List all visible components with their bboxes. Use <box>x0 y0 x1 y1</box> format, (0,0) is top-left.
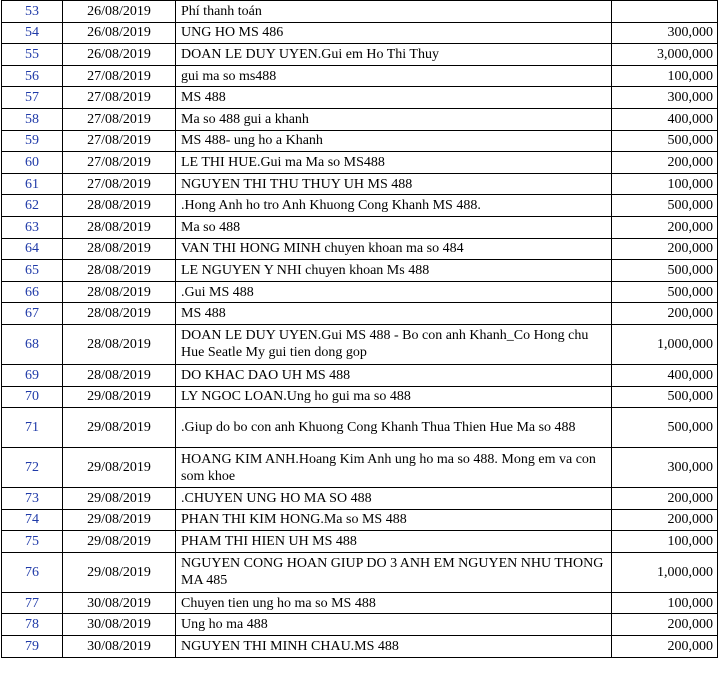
table-row <box>2 324 718 364</box>
row-number: 55 <box>2 44 63 66</box>
row-number: 58 <box>2 108 63 130</box>
table-row <box>2 552 718 592</box>
row-amount: 3,000,000 <box>612 44 718 66</box>
row-description: .Hong Anh ho tro Anh Khuong Cong Khanh MS 488. <box>176 195 612 217</box>
table-row <box>2 22 718 44</box>
row-date: 28/08/2019 <box>63 195 176 217</box>
row-description: Phí thanh toán <box>176 1 612 23</box>
row-number: 78 <box>2 614 63 636</box>
row-number: 65 <box>2 260 63 282</box>
row-number: 57 <box>2 87 63 109</box>
row-number: 76 <box>2 552 63 592</box>
row-number: 63 <box>2 216 63 238</box>
row-amount: 500,000 <box>612 408 718 448</box>
row-description: gui ma so ms488 <box>176 65 612 87</box>
table-row <box>2 448 718 488</box>
donation-table <box>1 0 718 658</box>
table-row <box>2 386 718 408</box>
row-number: 71 <box>2 408 63 448</box>
row-description: LE NGUYEN Y NHI chuyen khoan Ms 488 <box>176 260 612 282</box>
row-description: NGUYEN THI THU THUY UH MS 488 <box>176 173 612 195</box>
row-number: 70 <box>2 386 63 408</box>
row-number: 72 <box>2 448 63 488</box>
row-date: 29/08/2019 <box>63 552 176 592</box>
row-date: 27/08/2019 <box>63 108 176 130</box>
row-description: DOAN LE DUY UYEN.Gui MS 488 - Bo con anh Khanh_Co Hong chu Hue Seatle My gui tien dong gop <box>176 324 612 364</box>
row-description: UNG HO MS 486 <box>176 22 612 44</box>
row-date: 27/08/2019 <box>63 152 176 174</box>
table-row <box>2 614 718 636</box>
row-amount: 400,000 <box>612 108 718 130</box>
row-number: 79 <box>2 636 63 658</box>
row-description: LY NGOC LOAN.Ung ho gui ma so 488 <box>176 386 612 408</box>
row-description: NGUYEN THI MINH CHAU.MS 488 <box>176 636 612 658</box>
row-description: LE THI HUE.Gui ma Ma so MS488 <box>176 152 612 174</box>
row-date: 27/08/2019 <box>63 173 176 195</box>
row-amount: 200,000 <box>612 636 718 658</box>
row-number: 74 <box>2 509 63 531</box>
row-description: PHAN THI KIM HONG.Ma so MS 488 <box>176 509 612 531</box>
table-row <box>2 509 718 531</box>
row-number: 77 <box>2 592 63 614</box>
row-amount: 100,000 <box>612 173 718 195</box>
row-amount: 500,000 <box>612 130 718 152</box>
table-row <box>2 592 718 614</box>
row-amount: 200,000 <box>612 216 718 238</box>
row-date: 28/08/2019 <box>63 216 176 238</box>
table-row <box>2 173 718 195</box>
row-amount: 1,000,000 <box>612 324 718 364</box>
row-description: VAN THI HONG MINH chuyen khoan ma so 484 <box>176 238 612 260</box>
row-date: 28/08/2019 <box>63 364 176 386</box>
row-date: 26/08/2019 <box>63 44 176 66</box>
row-date: 29/08/2019 <box>63 531 176 553</box>
row-description: MS 488 <box>176 87 612 109</box>
row-number: 66 <box>2 281 63 303</box>
row-date: 28/08/2019 <box>63 303 176 325</box>
table-row <box>2 531 718 553</box>
row-amount: 200,000 <box>612 509 718 531</box>
row-description: DOAN LE DUY UYEN.Gui em Ho Thi Thuy <box>176 44 612 66</box>
row-date: 30/08/2019 <box>63 592 176 614</box>
row-date: 27/08/2019 <box>63 65 176 87</box>
row-amount: 400,000 <box>612 364 718 386</box>
table-row <box>2 1 718 23</box>
row-date: 29/08/2019 <box>63 448 176 488</box>
table-row <box>2 408 718 448</box>
row-number: 59 <box>2 130 63 152</box>
row-description: NGUYEN CONG HOAN GIUP DO 3 ANH EM NGUYEN NHU THONG MA 485 <box>176 552 612 592</box>
row-date: 29/08/2019 <box>63 386 176 408</box>
row-date: 29/08/2019 <box>63 408 176 448</box>
table-row <box>2 488 718 510</box>
row-number: 54 <box>2 22 63 44</box>
row-amount: 200,000 <box>612 238 718 260</box>
table-row <box>2 364 718 386</box>
row-amount: 300,000 <box>612 448 718 488</box>
table-row <box>2 281 718 303</box>
row-description: DO KHAC DAO UH MS 488 <box>176 364 612 386</box>
row-number: 69 <box>2 364 63 386</box>
row-description: PHAM THI HIEN UH MS 488 <box>176 531 612 553</box>
row-number: 56 <box>2 65 63 87</box>
row-description: HOANG KIM ANH.Hoang Kim Anh ung ho ma so 488. Mong em va con som khoe <box>176 448 612 488</box>
table-row <box>2 108 718 130</box>
row-date: 29/08/2019 <box>63 509 176 531</box>
row-date: 30/08/2019 <box>63 614 176 636</box>
row-description: .CHUYEN UNG HO MA SO 488 <box>176 488 612 510</box>
row-description: .Gui MS 488 <box>176 281 612 303</box>
table-row <box>2 260 718 282</box>
row-date: 28/08/2019 <box>63 238 176 260</box>
row-amount: 500,000 <box>612 195 718 217</box>
row-date: 30/08/2019 <box>63 636 176 658</box>
table-row <box>2 87 718 109</box>
row-description: Ung ho ma 488 <box>176 614 612 636</box>
row-number: 67 <box>2 303 63 325</box>
row-amount: 500,000 <box>612 260 718 282</box>
row-description: MS 488 <box>176 303 612 325</box>
row-description: MS 488- ung ho a Khanh <box>176 130 612 152</box>
row-date: 28/08/2019 <box>63 281 176 303</box>
row-number: 62 <box>2 195 63 217</box>
row-number: 68 <box>2 324 63 364</box>
row-amount <box>612 1 718 23</box>
row-number: 60 <box>2 152 63 174</box>
row-number: 64 <box>2 238 63 260</box>
row-description: Chuyen tien ung ho ma so MS 488 <box>176 592 612 614</box>
row-amount: 200,000 <box>612 303 718 325</box>
row-date: 29/08/2019 <box>63 488 176 510</box>
row-description: Ma so 488 gui a khanh <box>176 108 612 130</box>
table-row <box>2 636 718 658</box>
row-date: 28/08/2019 <box>63 324 176 364</box>
table-row <box>2 303 718 325</box>
row-description: Ma so 488 <box>176 216 612 238</box>
row-amount: 200,000 <box>612 488 718 510</box>
table-row <box>2 195 718 217</box>
row-amount: 100,000 <box>612 531 718 553</box>
table-row <box>2 65 718 87</box>
row-amount: 100,000 <box>612 592 718 614</box>
row-date: 28/08/2019 <box>63 260 176 282</box>
table-row <box>2 130 718 152</box>
row-amount: 500,000 <box>612 281 718 303</box>
row-amount: 300,000 <box>612 22 718 44</box>
row-description: .Giup do bo con anh Khuong Cong Khanh Thua Thien Hue Ma so 488 <box>176 408 612 448</box>
table-row <box>2 238 718 260</box>
donation-table-body <box>2 1 718 658</box>
row-number: 61 <box>2 173 63 195</box>
row-amount: 1,000,000 <box>612 552 718 592</box>
row-amount: 200,000 <box>612 152 718 174</box>
row-date: 27/08/2019 <box>63 130 176 152</box>
table-row <box>2 152 718 174</box>
row-amount: 100,000 <box>612 65 718 87</box>
row-date: 27/08/2019 <box>63 87 176 109</box>
row-amount: 500,000 <box>612 386 718 408</box>
row-number: 73 <box>2 488 63 510</box>
row-amount: 200,000 <box>612 614 718 636</box>
row-date: 26/08/2019 <box>63 22 176 44</box>
row-number: 53 <box>2 1 63 23</box>
table-row <box>2 216 718 238</box>
table-row <box>2 44 718 66</box>
row-amount: 300,000 <box>612 87 718 109</box>
row-number: 75 <box>2 531 63 553</box>
row-date: 26/08/2019 <box>63 1 176 23</box>
